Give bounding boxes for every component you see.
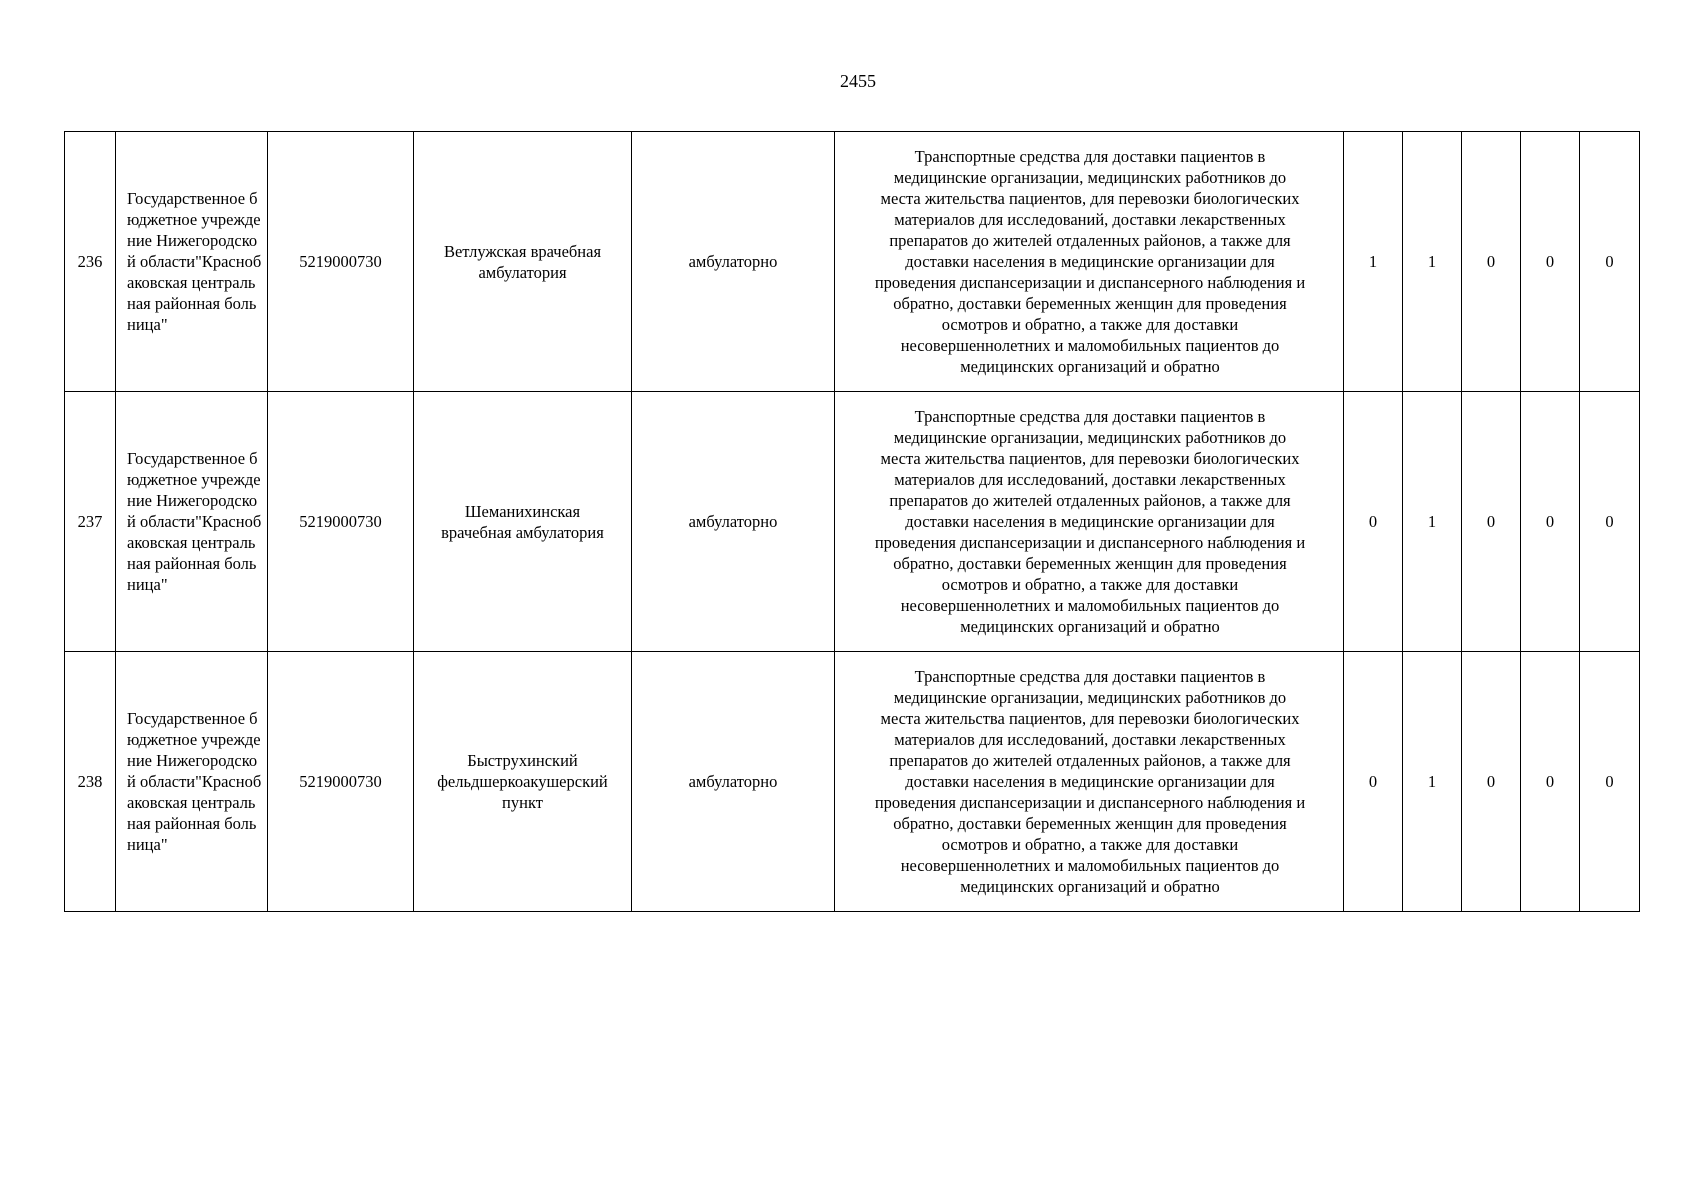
row-number-cell: 237 (65, 392, 116, 652)
description-line: проведения диспансеризации и диспансерного наблюдения и (874, 533, 1306, 552)
row-number-cell: 236 (65, 132, 116, 392)
description-line: Транспортные средства для доставки пациентов в (914, 667, 1266, 686)
row-number-cell: 238 (65, 652, 116, 912)
description-line: доставки населения в медицинские организации для (905, 252, 1275, 271)
institutions-table (64, 131, 1640, 912)
unit-name-line: Быструхинский (467, 751, 578, 770)
unit-name-line: пункт (502, 793, 543, 812)
description-line: медицинские организации, медицинских работников до (893, 168, 1287, 187)
unit-name-cell (414, 652, 632, 912)
description-line: доставки населения в медицинские организации для (905, 772, 1275, 791)
inn-cell: 5219000730 (268, 652, 414, 912)
description-line: несовершеннолетних и маломобильных пациентов до (900, 336, 1280, 355)
description-line: препаратов до жителей отдаленных районов, а также для (889, 751, 1291, 770)
unit-name-line: Шеманихинская (464, 501, 581, 521)
description-line: осмотров и обратно, а также для доставки (941, 835, 1239, 854)
description-line: места жительства пациентов, для перевозки биологических (880, 189, 1300, 208)
description-line: несовершеннолетних и маломобильных пациентов до (900, 856, 1280, 875)
description-line: медицинские организации, медицинских работников до (893, 428, 1287, 447)
unit-name-line: Ветлужская врачебная (443, 241, 602, 261)
table-row (65, 132, 1640, 392)
care-mode-cell: амбулаторно (632, 132, 835, 392)
count-cell: 0 (1462, 392, 1521, 652)
description-line: проведения диспансеризации и диспансерного наблюдения и (874, 793, 1306, 812)
unit-name-cell (414, 392, 632, 652)
unit-name-cell (414, 132, 632, 392)
count-cell: 0 (1580, 392, 1640, 652)
description-line: материалов для исследований, доставки лекарственных (894, 210, 1286, 229)
description-line: медицинских организаций и обратно (960, 617, 1220, 636)
care-mode-cell: амбулаторно (632, 392, 835, 652)
description-line: Транспортные средства для доставки пациентов в (914, 407, 1266, 426)
vehicle-description-cell (835, 392, 1344, 652)
description-line: места жительства пациентов, для перевозки биологических (880, 449, 1300, 468)
description-line: материалов для исследований, доставки лекарственных (894, 470, 1286, 489)
table-row (65, 392, 1640, 652)
description-line: обратно, доставки беременных женщин для проведения (893, 814, 1287, 833)
inn-cell: 5219000730 (268, 132, 414, 392)
vehicle-description-cell (835, 132, 1344, 392)
count-cell: 0 (1521, 132, 1580, 392)
count-cell: 0 (1521, 652, 1580, 912)
count-cell: 0 (1344, 392, 1403, 652)
count-cell: 1 (1403, 392, 1462, 652)
organization-cell: Государственное бюджетное учреждение Нижегородской области"Краснобаковская центральная районная больница" (116, 652, 268, 912)
unit-name-line: амбулатория (478, 262, 567, 282)
description-line: препаратов до жителей отдаленных районов, а также для (889, 491, 1291, 510)
description-line: обратно, доставки беременных женщин для проведения (893, 294, 1287, 313)
description-line: места жительства пациентов, для перевозки биологических (880, 709, 1300, 728)
description-line: обратно, доставки беременных женщин для проведения (893, 554, 1287, 573)
description-line: материалов для исследований, доставки лекарственных (894, 730, 1286, 749)
inn-cell: 5219000730 (268, 392, 414, 652)
description-line: медицинских организаций и обратно (960, 357, 1220, 376)
organization-cell: Государственное бюджетное учреждение Нижегородской области"Краснобаковская центральная районная больница" (116, 392, 268, 652)
count-cell: 0 (1462, 132, 1521, 392)
count-cell: 1 (1403, 132, 1462, 392)
description-line: препаратов до жителей отдаленных районов, а также для (889, 231, 1291, 250)
count-cell: 0 (1580, 132, 1640, 392)
description-line: осмотров и обратно, а также для доставки (941, 575, 1239, 594)
care-mode-cell: амбулаторно (632, 652, 835, 912)
description-line: несовершеннолетних и маломобильных пациентов до (900, 596, 1280, 615)
count-cell: 0 (1344, 652, 1403, 912)
count-cell: 1 (1344, 132, 1403, 392)
description-line: медицинских организаций и обратно (960, 877, 1220, 896)
count-cell: 0 (1580, 652, 1640, 912)
unit-name-line: фельдшеркоакушерский (437, 772, 608, 791)
count-cell: 0 (1462, 652, 1521, 912)
table-row (65, 652, 1640, 912)
unit-name-line: врачебная амбулатория (441, 522, 604, 542)
description-line: доставки населения в медицинские организации для (905, 512, 1275, 531)
description-line: Транспортные средства для доставки пациентов в (914, 147, 1266, 166)
page-number: 2455 (840, 71, 876, 91)
description-line: проведения диспансеризации и диспансерного наблюдения и (874, 273, 1306, 292)
count-cell: 0 (1521, 392, 1580, 652)
organization-cell: Государственное бюджетное учреждение Нижегородской области"Краснобаковская центральная районная больница" (116, 132, 268, 392)
count-cell: 1 (1403, 652, 1462, 912)
description-line: осмотров и обратно, а также для доставки (941, 315, 1239, 334)
vehicle-description-cell (835, 652, 1344, 912)
description-line: медицинские организации, медицинских работников до (893, 688, 1287, 707)
